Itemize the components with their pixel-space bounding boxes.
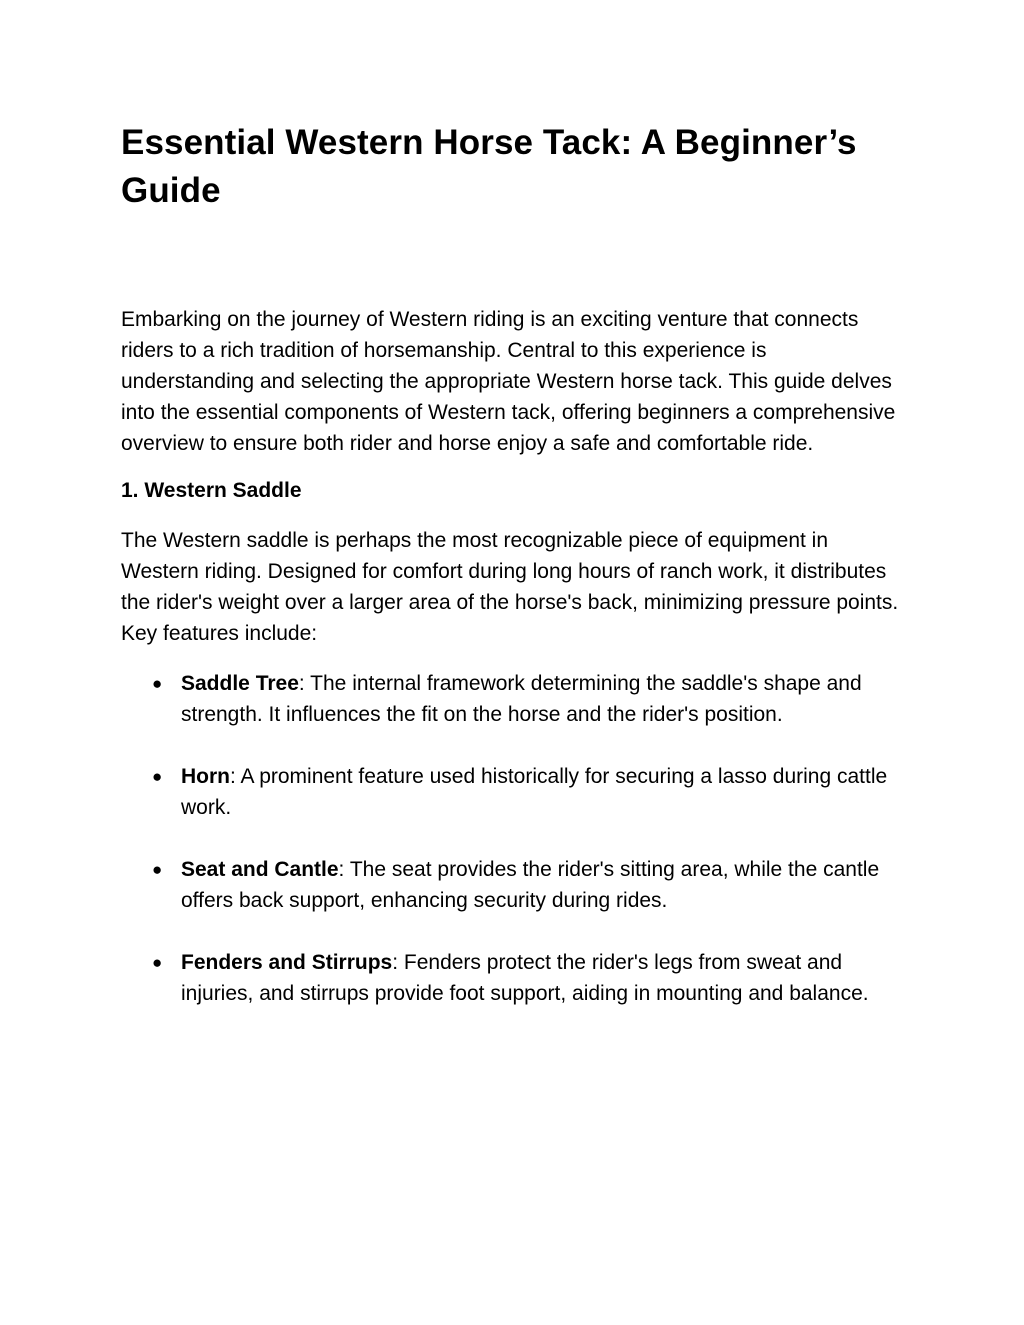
list-item-term: Fenders and Stirrups: [181, 951, 393, 974]
list-item-term: Horn: [181, 765, 230, 788]
list-item-term: Seat and Cantle: [181, 858, 339, 881]
list-item-seat-and-cantle: [121, 854, 904, 916]
list-item-description: : The seat provides the rider's sitting area, while the cantle offers back support, enhancing security during rides.: [181, 858, 880, 912]
list-item-description: : A prominent feature used historically for securing a lasso during cattle work.: [181, 765, 888, 819]
bullet-icon: ●: [152, 767, 163, 786]
section-paragraph: The Western saddle is perhaps the most recognizable piece of equipment in Western riding. Designed for comfort during long hours of ranch work, it distributes the rider's weight over a larger area of the horse's back, minimizing pressure points. Key features include:: [121, 529, 899, 645]
feature-list: [121, 668, 904, 1009]
list-item-fenders-and-stirrups: [121, 947, 904, 1009]
list-item-saddle-tree: [121, 668, 904, 730]
intro-paragraph: Embarking on the journey of Western riding is an exciting venture that connects riders to a rich tradition of horsemanship. Central to this experience is understanding and selecting the appropriate Western horse tack. This guide delves into the essential components of Western tack, offering beginners a comprehensive overview to ensure both rider and horse enjoy a safe and comfortable ride.: [121, 308, 896, 455]
list-item-description: : The internal framework determining the saddle's shape and strength. It influences the fit on the horse and the rider's position.: [181, 672, 862, 726]
bullet-icon: ●: [152, 860, 163, 879]
bullet-icon: ●: [152, 674, 163, 693]
list-item-description: : Fenders protect the rider's legs from sweat and injuries, and stirrups provide foot support, aiding in mounting and balance.: [181, 951, 869, 1005]
list-item-term: Saddle Tree: [181, 672, 299, 695]
document-title: Essential Western Horse Tack: A Beginner’s Guide: [121, 123, 857, 210]
section-heading: 1. Western Saddle: [121, 479, 302, 502]
list-item-horn: [121, 761, 904, 823]
bullet-icon: ●: [152, 953, 163, 972]
